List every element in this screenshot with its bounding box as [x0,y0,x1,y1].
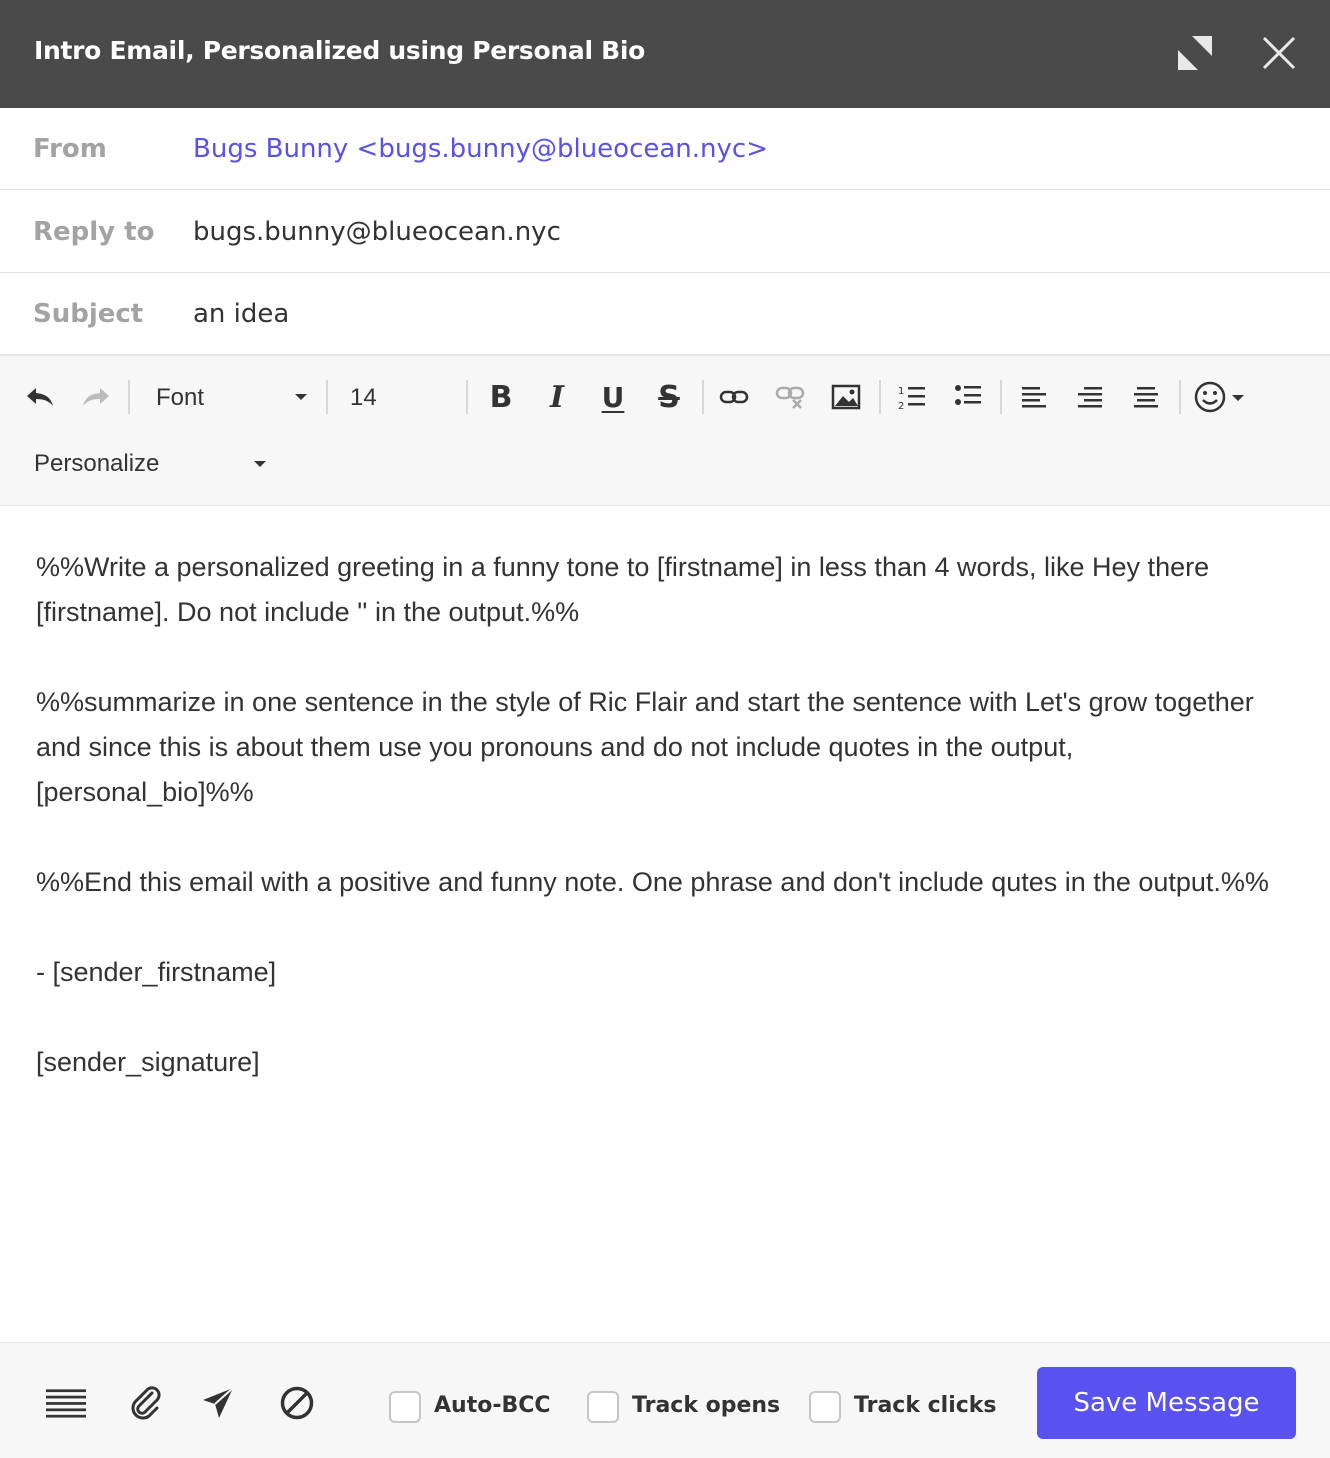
subject-label: Subject [33,299,144,329]
block-icon[interactable] [277,1383,317,1423]
dialog-titlebar [0,0,1330,108]
body-paragraph: - [sender_firstname] [36,957,277,987]
font-select[interactable]: Font [156,384,205,411]
strikethrough-button[interactable]: S [658,379,680,415]
message-body-editor[interactable] [36,545,1296,1085]
toolbar-divider [466,380,468,414]
track-clicks-checkbox[interactable] [809,1391,841,1423]
close-icon[interactable] [1260,34,1298,72]
align-left-icon[interactable] [1014,377,1054,417]
reply-to-row [0,191,1330,273]
expand-icon[interactable] [1176,34,1214,72]
subject-row [0,273,1330,355]
personalize-select[interactable]: Personalize [34,450,160,477]
send-icon[interactable] [198,1383,238,1423]
from-row [0,108,1330,190]
from-label: From [33,134,107,164]
reply-to-input[interactable]: bugs.bunny@blueocean.nyc [193,217,561,247]
numbered-list-icon[interactable] [892,377,932,417]
redo-icon[interactable] [76,377,116,417]
undo-icon[interactable] [20,377,60,417]
toolbar-divider [702,380,704,414]
image-icon[interactable] [826,377,866,417]
track-clicks-label: Track clicks [854,1393,997,1418]
track-opens-label: Track opens [632,1393,781,1418]
toolbar-divider [326,380,328,414]
svg-text:2: 2 [898,401,905,411]
bold-button[interactable]: B [489,379,513,415]
auto-bcc-label: Auto-BCC [434,1393,551,1418]
subject-input[interactable]: an idea [193,299,290,329]
emoji-caret-icon [1232,395,1244,401]
font-size-select[interactable]: 14 [350,384,377,411]
from-sender-select[interactable]: Bugs Bunny <bugs.bunny@blueocean.nyc> [193,134,768,164]
toolbar-divider [1000,380,1002,414]
toolbar-divider [879,380,881,414]
svg-text:1: 1 [898,386,905,397]
editor-toolbar [0,355,1330,506]
bullet-list-icon[interactable] [948,377,988,417]
auto-bcc-checkbox[interactable] [389,1391,421,1423]
font-caret-icon [295,394,307,400]
italic-button[interactable]: I [549,379,565,415]
save-message-button[interactable]: Save Message [1037,1367,1296,1439]
text-format-icon[interactable] [46,1383,86,1423]
body-paragraph: %%summarize in one sentence in the style of Ric Flair and start the sentence with Let's grow together and since this is about them use you pronouns and do not include quotes in the output, [personal_bio]%% [36,687,1254,807]
personalize-caret-icon [254,461,266,467]
emoji-icon[interactable] [1190,377,1230,417]
align-center-icon[interactable] [1126,377,1166,417]
track-opens-checkbox[interactable] [587,1391,619,1423]
link-icon[interactable] [714,377,754,417]
toolbar-divider [128,380,130,414]
body-paragraph: %%End this email with a positive and funny note. One phrase and don't include qutes in the output.%% [36,867,1269,897]
unlink-icon[interactable] [770,377,810,417]
reply-to-label: Reply to [33,217,155,247]
underline-button[interactable]: U [601,380,625,414]
attachment-icon[interactable] [126,1383,166,1423]
dialog-title: Intro Email, Personalized using Personal Bio [34,36,646,65]
toolbar-divider [1179,380,1181,414]
align-right-icon[interactable] [1070,377,1110,417]
body-paragraph: [sender_signature] [36,1047,260,1077]
compose-footer [0,1342,1330,1458]
body-paragraph: %%Write a personalized greeting in a funny tone to [firstname] in less than 4 words, like Hey there [firstname]. Do not include '' in the output.%% [36,552,1210,627]
